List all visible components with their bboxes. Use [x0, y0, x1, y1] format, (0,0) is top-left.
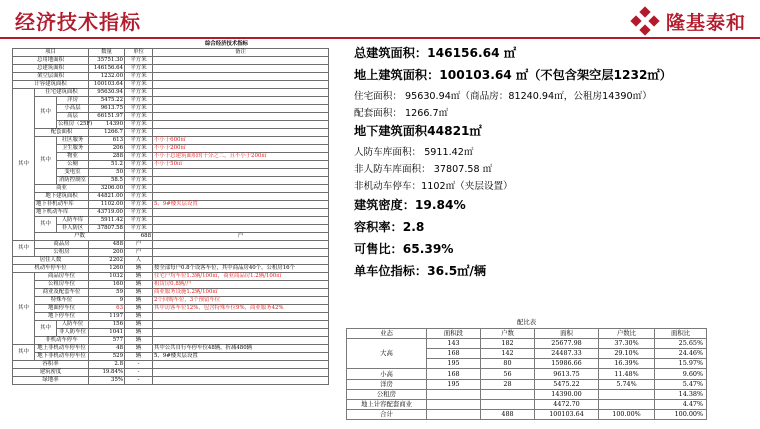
- table-row: 配套面积 1266.7 平方米: [13, 129, 329, 137]
- table-row: [13, 41, 329, 49]
- table-row: 其中 住宅建筑面积 95630.94 平方米: [13, 89, 329, 97]
- table-title: 综合经济技术指标: [204, 41, 249, 48]
- table-header-row: [13, 49, 329, 57]
- col-header: 单位: [125, 49, 153, 57]
- col-header: 面积: [535, 328, 599, 338]
- table-row: 洋房 195 28 5475.22 5.74% 5.47%: [347, 379, 707, 389]
- col-header: 户数比: [599, 328, 655, 338]
- col-header: 户数: [481, 328, 535, 338]
- stat-non-civil-garage: 非人防车库面积： 37807.58 ㎡: [354, 164, 493, 175]
- table-row: 绿地率 35% -: [13, 377, 329, 385]
- table-row: 商业 3206.00 平方米: [13, 185, 329, 193]
- table-row: 建筑密度 19.84% -: [13, 369, 329, 377]
- col-header: 面积段: [427, 328, 481, 338]
- col-header: 面积比: [655, 328, 707, 338]
- table-row: 地下非机动车库 1102.00 平方米 5、9#楼夹层设置: [13, 201, 329, 209]
- brand-logo: [628, 6, 746, 36]
- table-row: 地下机动车库 43719.00 平方米: [13, 209, 329, 217]
- table-row: 居住人数 2202 人: [13, 257, 329, 265]
- stat-civil-defense-garage: 人防车库面积： 5911.42㎡: [354, 147, 474, 158]
- table-row: 地下停车位 1197 辆: [13, 313, 329, 321]
- table-row: 非人防区 37807.58 平方米: [13, 225, 329, 233]
- table-row: 高层 66151.97 平方米: [13, 113, 329, 121]
- table-row: 公租房 200 户: [13, 249, 329, 257]
- stat-residential-area: 住宅面积： 95630.94㎡（商品房：81240.94㎡，公租房14390㎡）: [354, 91, 652, 102]
- header-rule: [0, 37, 760, 39]
- table-row: 户数 688 户: [13, 233, 329, 241]
- table-row: 大高 143 182 25677.98 37.30% 25.65%: [347, 338, 707, 348]
- unit-mix-table: [346, 318, 707, 420]
- stat-underground-area: 地下建筑面积44821㎡: [354, 124, 482, 138]
- stat-support-area: 配套面积： 1266.7㎡: [354, 108, 449, 119]
- table-row: 公租房 14390.00 14.38%: [347, 389, 707, 399]
- table-row: 机动车停车位 1260 辆 按全部每户0.8个设客车位，其中商品房40个，公租房16个: [13, 265, 329, 273]
- table-row: 特殊车位 9 辆 2个回购车位，3个预留车位: [13, 297, 329, 305]
- table-row: 商业及配套车位 59 辆 商业服务设施1.2辆/100㎡: [13, 289, 329, 297]
- table-row: 地下建筑面积 44821.00 平方米: [13, 193, 329, 201]
- table-row: 小高层 9613.75 平方米: [13, 105, 329, 113]
- table-row: 公厕 51.2 平方米 不小于50㎡: [13, 161, 329, 169]
- table-title: 配比表: [516, 318, 537, 327]
- table-row: 变电室 50 平方米: [13, 169, 329, 177]
- table-row: 容积率 2.8 -: [13, 361, 329, 369]
- table-row: 公租房（25F) 14390 平方米: [13, 121, 329, 129]
- col-header: 备注: [153, 49, 329, 57]
- table-row: 195 80 15986.66 16.39% 15.97%: [347, 359, 707, 369]
- col-header: 数量: [89, 49, 125, 57]
- table-row: 其中 商品房车位 1032 辆 住宅户均车位1.3辆/100㎡，商业商品房1.2辆/100㎡: [13, 273, 329, 281]
- table-row: 卫生服务 206 平方米 不小于200㎡: [13, 145, 329, 153]
- table-row: 总建筑面积 146156.64 平方米: [13, 65, 329, 73]
- table-row: 其中 洋房 5475.22 平方米: [13, 97, 329, 105]
- table-row: 非机动车停车 577 辆: [13, 337, 329, 345]
- table-row: 168 142 24487.33 29.10% 24.46%: [347, 349, 707, 359]
- table-row: 小高 168 56 9613.75 11.48% 9.60%: [347, 369, 707, 379]
- stat-parking-index: 单车位指标：36.5㎡/辆: [354, 264, 487, 278]
- brand-name: 隆基泰和: [665, 11, 746, 34]
- table-row: 其中 人防车库 5911.42 平方米: [13, 217, 329, 225]
- stat-total-area: 总建筑面积：146156.64 ㎡: [354, 46, 517, 60]
- stat-bike-parking: 非机动车停车：1102㎡（夹层设置）: [354, 181, 513, 192]
- table-row: 计容建筑面积 100103.64 平方米: [13, 81, 329, 89]
- stat-sellable-ratio: 可售比：65.39%: [354, 242, 454, 256]
- table-header-row: [347, 328, 707, 338]
- table-row: 非人防车位 1041 辆: [13, 329, 329, 337]
- table-row: 公租房车位 160 辆 租赁房0.8辆/户: [13, 281, 329, 289]
- col-header: 业态: [347, 328, 427, 338]
- table-row: 其中 人防车位 156 辆: [13, 321, 329, 329]
- table-row: 其中 地上非机动车停车位 48 辆 其中公共自行车停车位48辆，折减480辆: [13, 345, 329, 353]
- col-header: 项目: [13, 49, 89, 57]
- table-row: 总用地面积 35751.30 平方米: [13, 57, 329, 65]
- stat-floor-area-ratio: 容积率：2.8: [354, 220, 425, 234]
- table-row: 架空层面积 1232.00 平方米: [13, 73, 329, 81]
- page-title: 经济技术指标: [15, 10, 141, 34]
- table-row: 物业 288 平方米 不小于总建筑面积的千分之二，且不小于200㎡: [13, 153, 329, 161]
- stat-building-density: 建筑密度：19.84%: [354, 198, 466, 212]
- stat-above-ground-area: 地上建筑面积：100103.64 ㎡（不包含架空层1232㎡）: [354, 68, 672, 82]
- table-row: 消防控制室 58.5 平方米: [13, 177, 329, 185]
- table-row: 地上计容配套商业 4472.70 4.47%: [347, 400, 707, 410]
- table-row: [347, 318, 707, 328]
- table-row: 地下非机动车停车位 529 辆 5、9#楼夹层设置: [13, 353, 329, 361]
- brand-mark-icon: [628, 6, 662, 36]
- economic-indicators-table: [12, 41, 329, 385]
- table-row: 地面停车位 63 辆 其中访客车位12%，包含特殊车位9%，商业服务42%: [13, 305, 329, 313]
- table-row: 其中 商品房 488 户: [13, 241, 329, 249]
- table-row: 其中 社区服务 613 平方米 不小于600㎡: [13, 137, 329, 145]
- table-row: 合计 488 100103.64 100.00% 100.00%: [347, 410, 707, 420]
